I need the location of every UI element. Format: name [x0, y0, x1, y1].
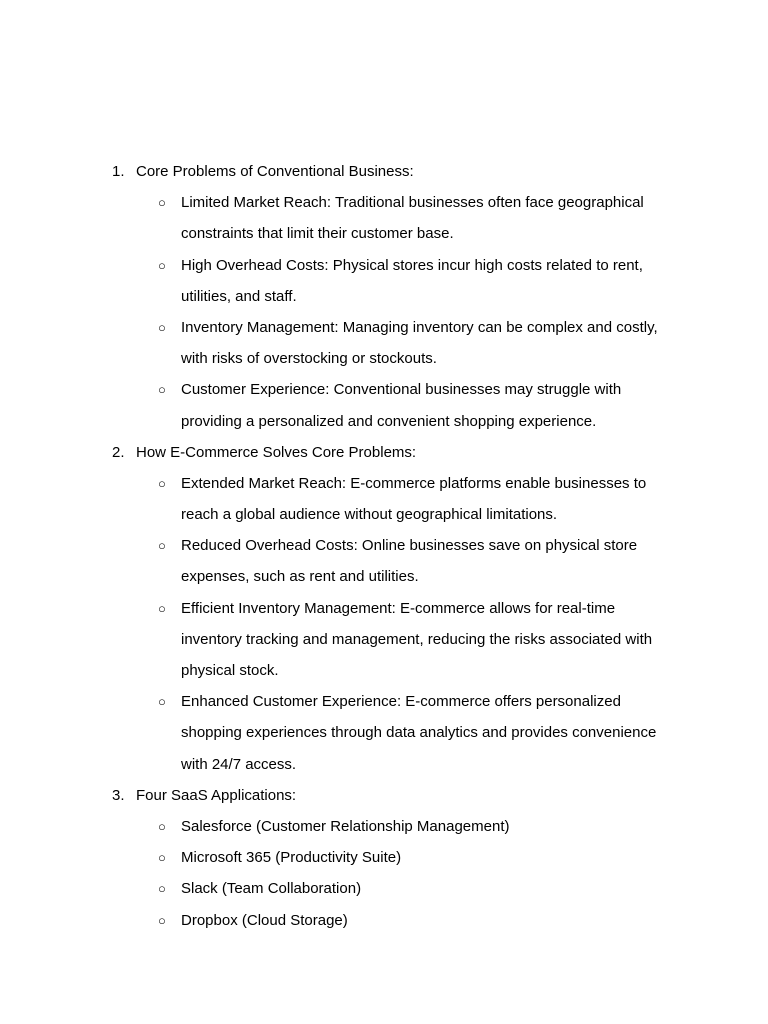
- list-item-text-line: Reduced Overhead Costs: Online businesses save on physical store: [181, 537, 638, 555]
- hollow-circle-bullet-icon: ○: [158, 382, 166, 398]
- hollow-circle-bullet-icon: ○: [158, 694, 166, 710]
- hollow-circle-bullet-icon: ○: [158, 600, 166, 616]
- list-item: [0, 534, 768, 596]
- list-item-text-line: Customer Experience: Conventional businesses may struggle with: [181, 381, 622, 399]
- list-item: [0, 877, 768, 908]
- list-item-text-line: Dropbox (Cloud Storage): [181, 911, 348, 929]
- list-item: [0, 909, 768, 940]
- list-item: [0, 191, 768, 253]
- list-item: [0, 846, 768, 877]
- hollow-circle-bullet-icon: ○: [158, 475, 166, 491]
- list-item: [0, 597, 768, 691]
- hollow-circle-bullet-icon: ○: [158, 850, 166, 866]
- list-item-text-line: expenses, such as rent and utilities.: [181, 568, 419, 586]
- hollow-circle-bullet-icon: ○: [158, 912, 166, 928]
- hollow-circle-bullet-icon: ○: [158, 257, 166, 273]
- list-item: [0, 316, 768, 378]
- list-item: [0, 378, 768, 440]
- list-section: [0, 160, 768, 441]
- list-item: [0, 690, 768, 784]
- list-item-text-line: Limited Market Reach: Traditional businesses often face geographical: [181, 194, 644, 212]
- section-heading: [0, 441, 768, 472]
- section-heading: [0, 784, 768, 815]
- list-item-text-line: Microsoft 365 (Productivity Suite): [181, 849, 402, 867]
- list-item-text-line: with 24/7 access.: [181, 755, 297, 773]
- section-heading: [0, 160, 768, 191]
- list-item: [0, 472, 768, 534]
- list-item-text-line: Efficient Inventory Management: E-commerce allows for real-time: [181, 599, 616, 617]
- list-item-text-line: Slack (Team Collaboration): [181, 880, 362, 898]
- list-item-text-line: High Overhead Costs: Physical stores incur high costs related to rent,: [181, 256, 643, 274]
- list-item-text-line: Inventory Management: Managing inventory can be complex and costly,: [181, 318, 658, 336]
- section-title: Core Problems of Conventional Business:: [136, 163, 414, 180]
- list-item-text-line: reach a global audience without geographical limitations.: [181, 506, 558, 524]
- hollow-circle-bullet-icon: ○: [158, 818, 166, 834]
- hollow-circle-bullet-icon: ○: [158, 195, 166, 211]
- list-item-text-line: Enhanced Customer Experience: E-commerce offers personalized: [181, 693, 621, 711]
- list-item-text-line: Extended Market Reach: E-commerce platforms enable businesses to: [181, 474, 647, 492]
- list-item: [0, 815, 768, 846]
- section-number: 3.: [112, 786, 125, 804]
- list-section: [0, 441, 768, 784]
- section-title: How E-Commerce Solves Core Problems:: [136, 443, 417, 461]
- list-item-text-line: physical stock.: [181, 662, 279, 679]
- list-item-text-line: providing a personalized and convenient shopping experience.: [181, 412, 597, 430]
- list-item-text-line: inventory tracking and management, reducing the risks associated with: [181, 630, 653, 648]
- hollow-circle-bullet-icon: ○: [158, 538, 166, 554]
- list-item-text-line: shopping experiences through data analytics and provides convenience: [181, 724, 657, 742]
- list-item-text-line: utilities, and staff.: [181, 287, 297, 305]
- hollow-circle-bullet-icon: ○: [158, 881, 166, 897]
- list-section: [0, 784, 768, 940]
- section-number: 1.: [112, 163, 125, 180]
- list-item-text-line: constraints that limit their customer base.: [181, 225, 454, 243]
- document-body: [0, 160, 768, 940]
- list-item: [0, 254, 768, 316]
- section-number: 2.: [112, 443, 125, 461]
- hollow-circle-bullet-icon: ○: [158, 319, 166, 335]
- section-title: Four SaaS Applications:: [136, 786, 297, 804]
- list-item-text-line: Salesforce (Customer Relationship Management): [181, 817, 510, 835]
- list-item-text-line: with risks of overstocking or stockouts.: [181, 350, 437, 368]
